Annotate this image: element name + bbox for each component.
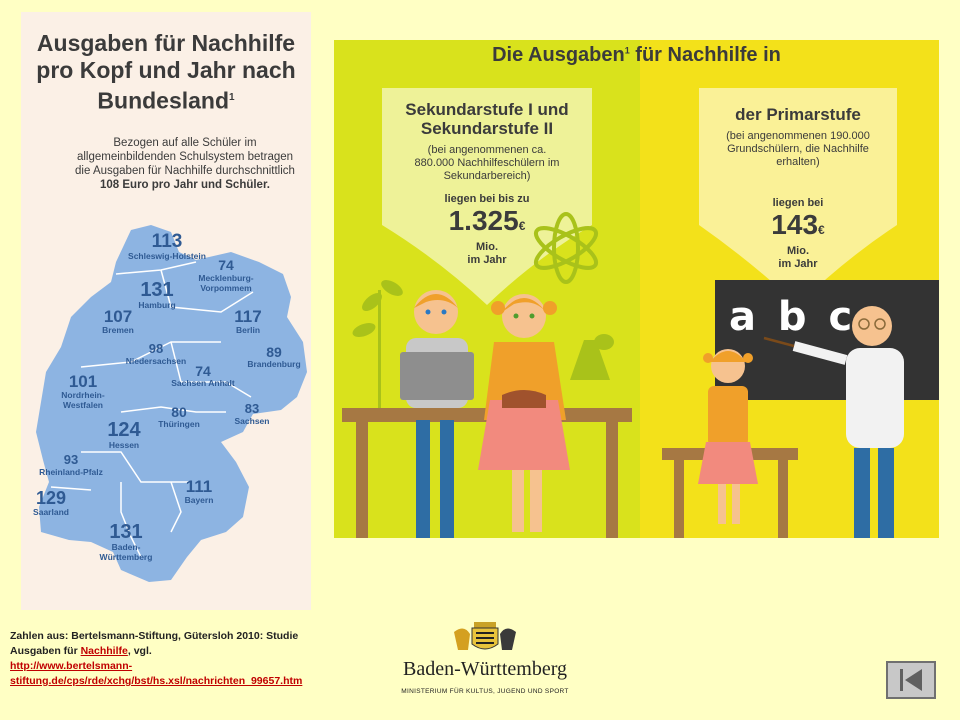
primary-note: Grundschülern, die Nachhilfe — [727, 143, 869, 155]
state-value: 74 — [218, 257, 234, 273]
left-title-line3: Bundesland — [97, 87, 230, 114]
state-label-rheinland-pfalz — [29, 453, 113, 477]
primary-period: im Jahr — [778, 258, 818, 270]
secondary-note: 880.000 Nachhilfeschülern im — [414, 157, 560, 169]
footnote-marker: 1 — [229, 92, 235, 103]
logo-name: Baden-Württemberg — [402, 658, 567, 680]
state-name: Baden- — [111, 542, 141, 552]
first-slide-button[interactable] — [886, 661, 936, 699]
ministry-logo — [385, 620, 585, 700]
currency-symbol: € — [518, 219, 526, 233]
desk-left-leg — [356, 422, 368, 538]
state-value: 74 — [195, 363, 211, 379]
right-infographic — [334, 40, 939, 538]
state-name: Hamburg — [138, 300, 176, 310]
state-value: 113 — [151, 231, 183, 252]
state-label-brandenburg — [241, 345, 307, 369]
desk-right-leg — [778, 460, 788, 538]
secondary-title: Sekundarstufe II — [420, 119, 554, 138]
state-label-thueringen — [149, 405, 209, 429]
plant-icon — [351, 277, 406, 410]
flask-icon — [570, 334, 614, 380]
state-label-bayern — [173, 478, 225, 505]
state-value: 98 — [148, 341, 164, 356]
secondary-unit: Mio. — [476, 241, 498, 253]
coat-of-arms-icon — [450, 620, 520, 656]
state-value: 80 — [171, 404, 187, 420]
state-label-berlin — [223, 308, 273, 335]
state-name: Thüringen — [158, 419, 200, 429]
state-label-hamburg — [132, 280, 182, 310]
state-name: Brandenburg — [247, 359, 301, 369]
state-value: 131 — [140, 279, 174, 301]
desc-line: allgemeinbildenden Schulsystem betragen — [76, 151, 294, 163]
source-url-part: http://www.bertelsmann- — [10, 660, 133, 672]
secondary-note: Sekundarbereich) — [443, 170, 531, 182]
state-name: Sachsen — [234, 416, 270, 426]
primary-unit: Mio. — [787, 245, 809, 257]
state-name: Hessen — [108, 440, 140, 450]
girl-figure — [478, 294, 570, 532]
state-value: 111 — [185, 477, 213, 496]
state-name: Saarland — [33, 507, 69, 517]
state-value: 131 — [109, 521, 143, 543]
secondary-period: im Jahr — [467, 254, 507, 266]
source-text: Ausgaben für — [10, 645, 81, 657]
state-name: Nordrhein- — [61, 390, 105, 400]
primary-label: liegen bei — [772, 197, 824, 209]
state-label-schleswig-holstein — [121, 232, 213, 261]
secondary-note: (bei angenommenen ca. — [427, 144, 547, 156]
state-name: Berlin — [235, 325, 261, 335]
right-title — [334, 44, 939, 67]
secondary-amount: 1.325 — [448, 205, 519, 236]
right-title-part: Die Ausgaben — [492, 44, 625, 66]
source-url-link[interactable] — [10, 659, 360, 689]
desc-line: die Ausgaben für Nachhilfe durchschnittlich — [75, 165, 295, 177]
nachhilfe-link[interactable]: Nachhilfe — [80, 645, 128, 657]
state-label-sachsen-anhalt — [161, 364, 245, 388]
state-value: 129 — [35, 488, 67, 508]
state-name: Bremen — [102, 325, 134, 335]
state-name: Sachsen Anhalt — [171, 378, 235, 388]
source-text: , vgl. — [127, 645, 152, 657]
state-name: Rheinland-Pfalz — [39, 467, 103, 477]
primary-note: erhalten) — [776, 156, 820, 168]
source-line: Zahlen aus: Bertelsmann-Stiftung, Gütersloh 2010: Studie — [10, 630, 299, 642]
state-value: 124 — [107, 419, 141, 441]
state-value: 83 — [244, 401, 260, 416]
desc-line: Bezogen auf alle Schüler im — [113, 137, 257, 149]
first-slide-icon — [888, 663, 934, 697]
secondary-label: liegen bei bis zu — [444, 193, 530, 205]
primary-title: der Primarstufe — [735, 105, 861, 124]
left-infographic — [21, 12, 311, 610]
state-name: Vorpommem — [200, 283, 252, 293]
state-value: 107 — [103, 307, 133, 326]
state-label-hessen — [99, 420, 149, 450]
primary-amount: 143 — [771, 209, 819, 240]
state-label-saarland — [31, 489, 71, 517]
currency-symbol: € — [818, 223, 825, 237]
desk-right-leg — [674, 460, 684, 538]
source-note — [10, 629, 360, 689]
state-value: 89 — [266, 344, 282, 360]
desk-left-leg — [606, 422, 618, 538]
left-title-line2: pro Kopf und Jahr nach — [36, 57, 296, 83]
blackboard-text: a b c — [729, 294, 857, 340]
left-title-line1: Ausgaben für Nachhilfe — [36, 30, 296, 56]
source-url-part: stiftung.de/cps/rde/xchg/bst/hs.xsl/nachrichten_99657.htm — [10, 675, 303, 687]
state-value: 117 — [234, 307, 262, 326]
primary-callout — [699, 105, 897, 271]
state-name: Bayern — [184, 495, 214, 505]
right-title-part: für Nachhilfe in — [629, 44, 781, 66]
footnote-marker: 1 — [624, 45, 630, 56]
state-name: Niedersachsen — [125, 356, 187, 366]
state-name: Württemberg — [99, 552, 153, 562]
state-label-bremen — [93, 308, 143, 335]
desc-line: 108 Euro pro Jahr und Schüler. — [100, 179, 270, 191]
primary-note: (bei angenommenen 190.000 — [726, 130, 870, 142]
state-value: 93 — [63, 452, 79, 467]
secondary-callout — [382, 100, 592, 267]
state-label-mecklenburg — [189, 258, 263, 293]
state-label-nordrhein-westfalen — [45, 373, 121, 410]
state-name: Mecklenburg- — [198, 273, 254, 283]
state-value: 101 — [68, 372, 98, 391]
secondary-title: Sekundarstufe I und — [405, 100, 569, 119]
state-name: Schleswig-Holstein — [128, 251, 206, 261]
state-name: Westfalen — [63, 400, 103, 410]
state-label-sachsen — [227, 402, 277, 426]
logo-subtitle: MINISTERIUM FÜR KULTUS, JUGEND UND SPORT — [401, 688, 569, 695]
state-label-baden-wuerttemberg — [93, 522, 159, 562]
state-label-niedersachsen — [116, 342, 196, 366]
